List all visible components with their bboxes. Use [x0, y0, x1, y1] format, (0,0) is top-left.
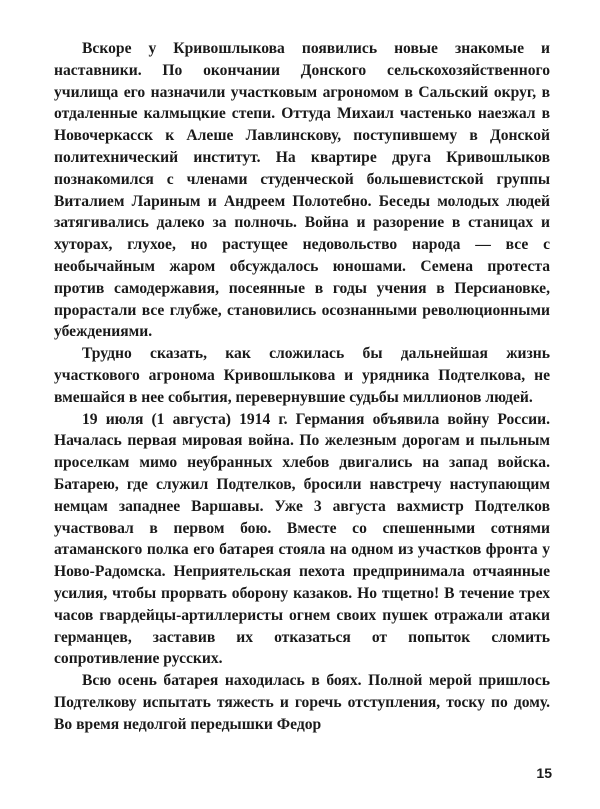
- body-text: [54, 38, 550, 736]
- paragraph-2: Трудно сказать, как сложилась бы дальнейшая жизнь участкового агронома Кривошлыкова и урядника Подтелкова, не вмешайся в нее события, перевернувшие судьбы миллионов людей.: [54, 345, 550, 406]
- paragraph-4: Всю осень батарея находилась в боях. Полной мерой пришлось Подтелкову испытать тяжесть и горечь отступления, тоску по дому. Во время недолгой передышки Федор: [54, 672, 550, 733]
- paragraph-1: Вскоре у Кривошлыкова появились новые знакомые и наставники. По окончании Донского сельскохозяйственного училища его назначили участковым агрономом в Сальский округ, в отдаленные калмыцкие степи. Оттуда Михаил частенько наезжал в Новочеркасск к Алеше Лавлинскову, поступившему в Донской политехнический институт. На квартире друга Кривошлыков познакомился с членами студенческой большевистской группы Виталием Лариным и Андреем Полотебно. Беседы молодых людей затягивались далеко за полночь. Война и разорение в станицах и хуторах, глухое, но растущее недовольство народа — все с необычайным жаром обсуждалось юношами. Семена протеста против самодержавия, посеянные в годы учения в Персиановке, прорастали все глубже, становились осознанными революционными убеждениями.: [54, 40, 550, 341]
- page-number: 15: [536, 765, 552, 781]
- paragraph-3: 19 июля (1 августа) 1914 г. Германия объявила войну России. Началась первая мировая война. По железным дорогам и пыльным проселкам мимо неубранных хлебов двигались на запад войска. Батарею, где служил Подтелков, бросили навстречу наступающим немцам западнее Варшавы. Уже 3 августа вахмистр Подтелков участвовал в первом бою. Вместе со спешенными сотнями атаманского полка его батарея стояла на одном из участков фронта у Ново-Радомска. Неприятельская пехота предпринимала отчаянные усилия, чтобы прорвать оборону казаков. Но тщетно! В течение трех часов гвардейцы-артиллеристы огнем своих пушек отражали атаки германцев, заставив их отказаться от попыток сломить сопротивление русских.: [54, 410, 550, 668]
